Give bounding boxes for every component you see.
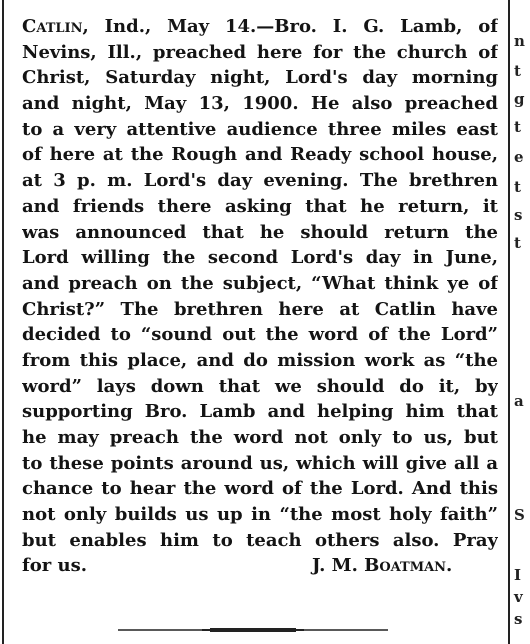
end-ornament-rule [118, 627, 388, 633]
adjacent-fragment: s [514, 610, 523, 628]
article-line-3: Christ, Saturday night, Lord's day morning [22, 67, 498, 89]
right-column-rule [508, 0, 510, 644]
article-line-18: to these points around us, which will give all a [22, 452, 498, 474]
article-line-11: and preach on the subject, “What think ye of [22, 272, 498, 294]
adjacent-fragment: t [514, 178, 521, 196]
signature-line [22, 553, 498, 579]
left-column-rule [2, 0, 4, 644]
article-line-2: Nevins, Ill., preached here for the church of [22, 41, 498, 63]
article-line-19: chance to hear the word of the Lord. And this [22, 478, 498, 500]
adjacent-fragment: a [514, 392, 524, 410]
adjacent-fragment: S [514, 506, 525, 524]
article-line-14: from this place, and do mission work as “the [22, 349, 498, 371]
adjacent-fragment: I [514, 566, 522, 584]
article-line-21: but enables him to teach others also. Pray [22, 529, 498, 551]
article-text [22, 14, 498, 579]
article-line-9: was announced that he should return the [22, 221, 498, 243]
article-line-7: at 3 p. m. Lord's day evening. The brethren [22, 170, 498, 192]
adjacent-fragment: v [514, 588, 523, 606]
adjacent-fragment: s [514, 206, 523, 224]
dateline-place: Catlin [22, 16, 83, 37]
closing-text: for us. [22, 555, 87, 577]
article-line-15: word” lays down that we should do it, by [22, 375, 498, 397]
article-line-4: and night, May 13, 1900. He also preached [22, 93, 498, 115]
adjacent-column-edge [513, 0, 530, 644]
article-line-1: Catlin, Ind., May 14.—Bro. I. G. Lamb, of [22, 16, 498, 37]
adjacent-fragment: t [514, 62, 521, 80]
article-line-20: not only builds us up in “the most holy faith” [22, 504, 498, 526]
adjacent-fragment: t [514, 118, 521, 136]
article-line-13: decided to “sound out the word of the Lord” [22, 324, 498, 346]
adjacent-fragment: n [514, 32, 525, 50]
article-line-10: Lord willing the second Lord's day in June, [22, 247, 498, 269]
adjacent-fragment: g [514, 90, 525, 108]
article-line-6: of here at the Rough and Ready school house, [22, 144, 498, 166]
article-line-12: Christ?” The brethren here at Catlin have [22, 298, 498, 320]
article-line-8: and friends there asking that he return, it [22, 195, 498, 217]
adjacent-fragment: e [514, 148, 524, 166]
article-line-5: to a very attentive audience three miles east [22, 118, 498, 140]
author-signature: J. M. Boatman. [312, 555, 453, 577]
article-line-17: he may preach the word not only to us, but [22, 427, 498, 448]
article-line-16: supporting Bro. Lamb and helping him that [22, 401, 498, 423]
adjacent-fragment: t [514, 234, 521, 252]
